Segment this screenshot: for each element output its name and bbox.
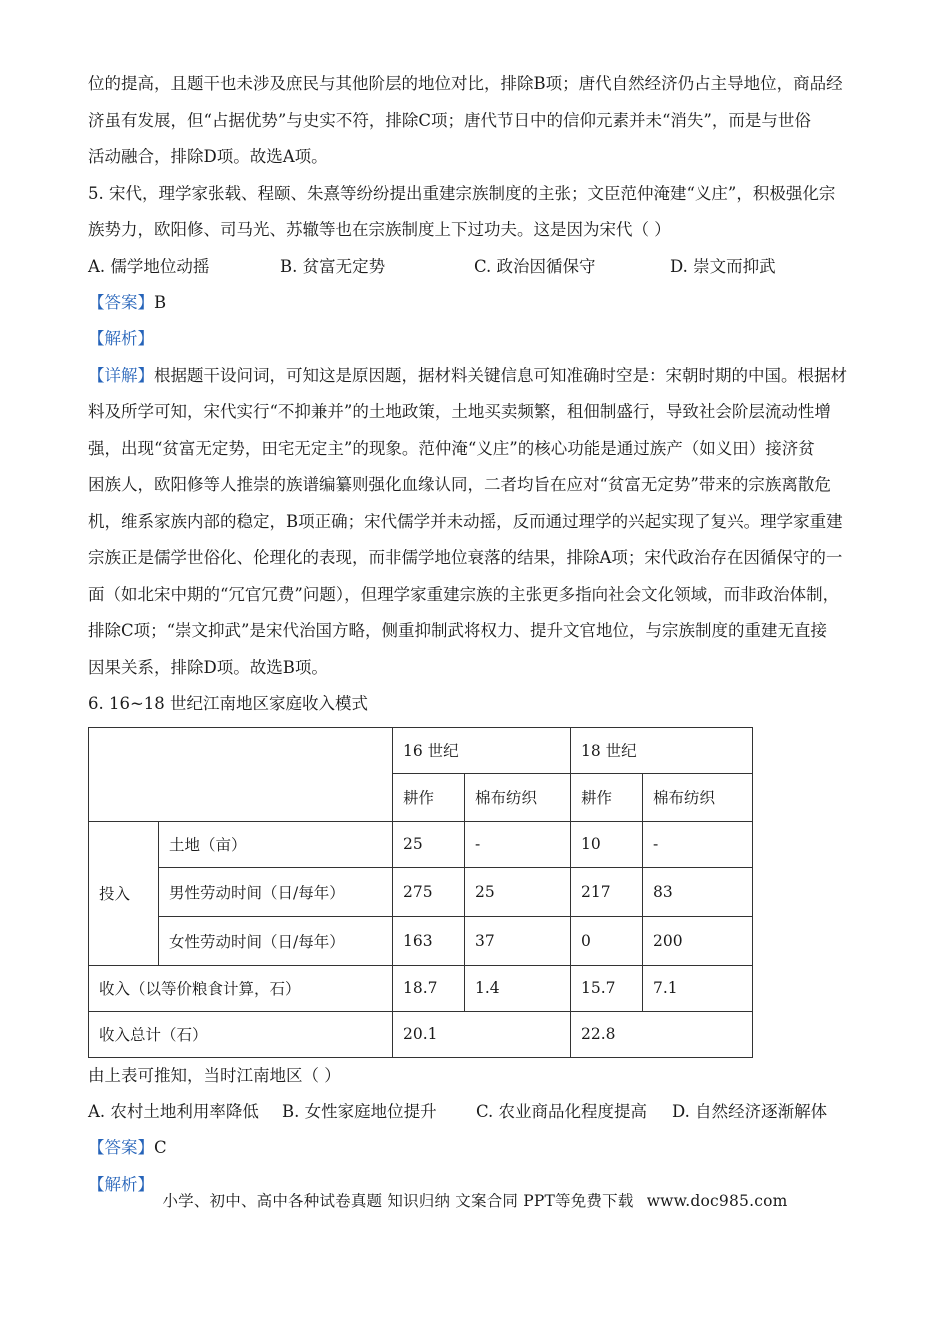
header-farming: 耕作 (571, 773, 643, 821)
table-row: 收入（以等价粮食计算，石） 18.7 1.4 15.7 7.1 (89, 965, 753, 1011)
answer-line (88, 1130, 868, 1167)
option-a: A. 儒学地位动摇 (88, 256, 210, 276)
input-label: 投入 (89, 821, 159, 965)
option-d: D. 崇文而抑武 (670, 256, 776, 276)
text-line: 位的提高，且题干也未涉及庶民与其他阶层的地位对比，排除B项；唐代自然经济仍占主导地位，商品经 (88, 74, 843, 93)
table-row: 男性劳动时间（日/每年） 275 25 217 83 (89, 867, 753, 916)
option-a: A. 农村土地利用率降低 (88, 1102, 259, 1121)
answer-tag: 【答案】 (88, 1138, 154, 1157)
option-b: B. 女性家庭地位提升 (282, 1102, 437, 1121)
question-6-options (88, 1094, 868, 1130)
table-corner (89, 727, 393, 821)
table-row: 女性劳动时间（日/每年） 163 37 0 200 (89, 916, 753, 965)
answer-value: B (154, 292, 167, 312)
question-5-stem: 5. 宋代，理学家张载、程颐、朱熹等纷纷提出重建宗族制度的主张；文臣范仲淹建“义庄”，积极强化宗 (88, 183, 836, 203)
table-row: 投入 土地（亩） 25 - 10 - (89, 821, 753, 867)
detail-line: 强，出现“贫富无定势，田宅无定主”的现象。范仲淹“义庄”的核心功能是通过族产（如义田）接济贫 (88, 438, 815, 458)
detail-line: 因果关系，排除D项。故选B项。 (88, 657, 328, 677)
detail-line: 【详解】根据题干设问词，可知这是原因题，据材料关键信息可知准确时空是：宋朝时期的中国。根据材 (88, 365, 847, 385)
income-table (88, 727, 753, 1058)
page-content (88, 66, 868, 1203)
detail-line: 排除C项；“崇文抑武”是宋代治国方略，侧重抑制武将权力、提升文官地位，与宗族制度的重建无直接 (88, 621, 827, 640)
detail-line: 面（如北宋中期的“冗官冗费”问题），但理学家重建宗族的主张更多指向社会文化领域，而非政治体制， (88, 584, 840, 604)
detail-line: 宗族正是儒学世俗化、伦理化的表现，而非儒学地位衰落的结果，排除A项；宋代政治存在因循保守的一 (88, 548, 843, 567)
detail-tag: 【详解】 (88, 365, 154, 385)
text-line: 活动融合，排除D项。故选A项。 (88, 147, 328, 166)
analysis-tag: 【解析】 (88, 329, 154, 348)
question-6-title: 6. 16~18 世纪江南地区家庭收入模式 (88, 694, 369, 713)
detail-line: 机，维系家族内部的稳定，B项正确；宋代儒学并未动摇，反而通过理学的兴起实现了复兴。理学家重建 (88, 511, 843, 531)
page-footer (0, 1189, 950, 1211)
header-weaving: 棉布纺织 (643, 773, 753, 821)
option-c: C. 政治因循保守 (474, 256, 596, 276)
detail-line: 困族人，欧阳修等人推崇的族谱编纂则强化血缘认同，二者均旨在应对“贫富无定势”带来的宗族离散危 (88, 475, 831, 494)
header-18c: 18 世纪 (571, 727, 753, 773)
text-line: 济虽有发展，但“占据优势”与史实不符，排除C项；唐代节日中的信仰元素并未“消失”，而是与世俗 (88, 110, 811, 130)
footer-site[interactable]: www.doc985.com (646, 1192, 788, 1210)
analysis-tag: 【解析】 (88, 1174, 154, 1194)
answer-tag: 【答案】 (88, 292, 154, 312)
header-farming: 耕作 (393, 773, 465, 821)
question-5-options (88, 249, 868, 285)
answer-line (88, 285, 868, 322)
header-weaving: 棉布纺织 (465, 773, 571, 821)
option-d: D. 自然经济逐渐解体 (672, 1102, 828, 1121)
footer-text: 小学、初中、高中各种试卷真题 知识归纳 文案合同 PPT等免费下载 (162, 1192, 634, 1210)
detail-line: 料及所学可知，宋代实行“不抑兼并”的土地政策，土地买卖频繁，租佃制盛行，导致社会阶层流动性增 (88, 402, 831, 421)
table-row: 收入总计（石） 20.1 22.8 (89, 1011, 753, 1057)
answer-value: C (154, 1138, 167, 1157)
question-6-stem: 由上表可推知，当时江南地区（ ） (88, 1065, 341, 1085)
analysis-line (88, 321, 868, 358)
header-16c: 16 世纪 (393, 727, 571, 773)
option-b: B. 贫富无定势 (280, 256, 386, 276)
option-c: C. 农业商品化程度提高 (476, 1102, 648, 1121)
question-5-stem: 族势力，欧阳修、司马光、苏辙等也在宗族制度上下过功夫。这是因为宋代（ ） (88, 220, 671, 239)
